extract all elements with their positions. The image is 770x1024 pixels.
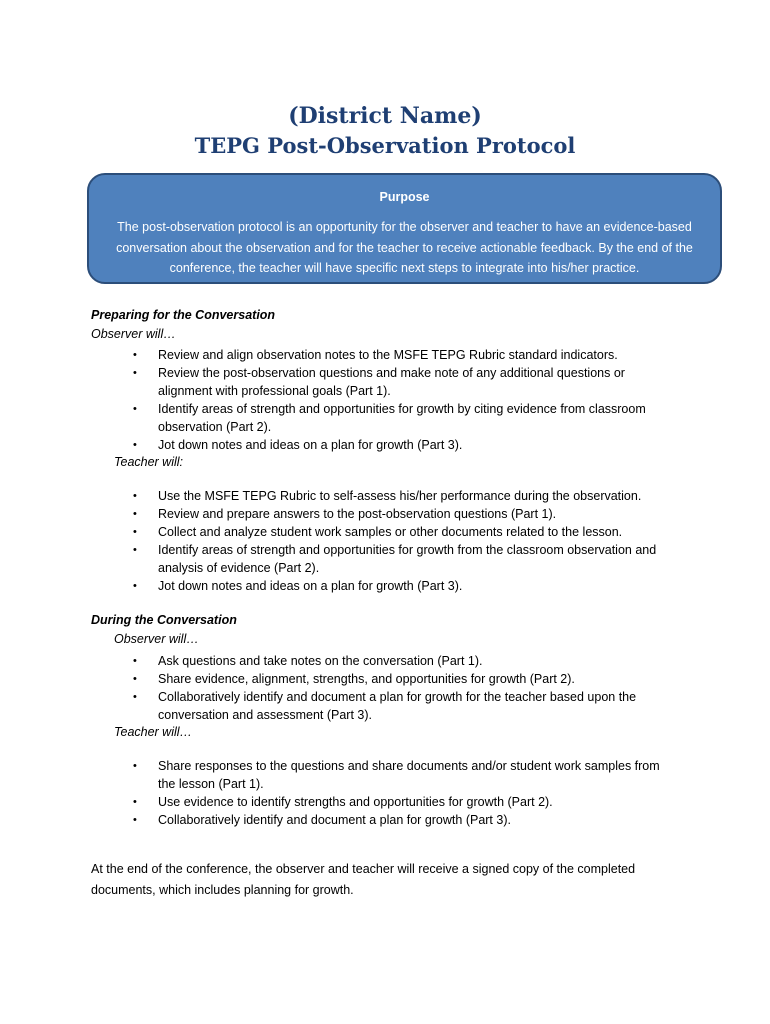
purpose-text: The post-observation protocol is an opportunity for the observer and teacher to have an evidence-based conversation about the observation and for the teacher to receive actionable feedback. By the end of the conference, the teacher will have specific next steps to integrate into his/her practice. <box>116 220 693 275</box>
bullet-icon: • <box>133 690 137 703</box>
list-item-text: Collaboratively identify and document a plan for growth for the teacher based upon the <box>158 689 637 704</box>
list-item-text: Share evidence, alignment, strengths, and opportunities for growth (Part 2). <box>158 671 575 686</box>
during-teacher-label: Teacher will… <box>114 725 193 739</box>
list-item-text: Review and prepare answers to the post-observation questions (Part 1). <box>158 506 557 521</box>
during-heading: During the Conversation <box>91 613 237 627</box>
list-item-text: Review and align observation notes to the MSFE TEPG Rubric standard indicators. <box>158 348 618 362</box>
bullet-icon: • <box>133 579 137 592</box>
bullet-icon: • <box>133 543 137 556</box>
purpose-box <box>87 173 722 284</box>
preparing-teacher-label: Teacher will: <box>114 455 184 469</box>
bullet-icon: • <box>133 760 137 772</box>
bullet-icon: • <box>133 525 137 538</box>
list-item-text: Identify areas of strength and opportunities for growth by citing evidence from classroom <box>158 401 646 416</box>
purpose-title: Purpose <box>379 190 430 204</box>
bullet-icon: • <box>133 438 137 451</box>
list-item-text: Jot down notes and ideas on a plan for growth (Part 3). <box>158 578 463 593</box>
list-item-text: Collect and analyze student work samples or other documents related to the lesson. <box>158 524 623 539</box>
bullet-icon: • <box>133 672 137 685</box>
preparing-heading: Preparing for the Conversation <box>91 308 276 322</box>
list-item-text: alignment with professional goals (Part 1). <box>158 383 391 398</box>
document-title: TEPG Post-Observation Protocol <box>194 133 576 158</box>
list-item-text: observation (Part 2). <box>158 419 272 434</box>
bullet-icon: • <box>133 813 137 826</box>
list-item-text: Use evidence to identify strengths and opportunities for growth (Part 2). <box>158 794 553 809</box>
list-item-text: analysis of evidence (Part 2). <box>158 560 320 575</box>
closing-paragraph: At the end of the conference, the observer and teacher will receive a signed copy of the completed documents, which includes planning for growth. <box>91 862 636 897</box>
list-item-text: Collaboratively identify and document a plan for growth (Part 3). <box>158 812 511 827</box>
preparing-observer-label: Observer will… <box>91 327 176 341</box>
list-item-text: Use the MSFE TEPG Rubric to self-assess his/her performance during the observation. <box>158 489 642 503</box>
list-item-text: Identify areas of strength and opportunities for growth from the classroom observation and <box>158 542 657 557</box>
bullet-icon: • <box>133 507 137 520</box>
during-observer-label: Observer will… <box>114 632 199 646</box>
document-header <box>0 101 770 161</box>
bullet-icon: • <box>133 490 137 502</box>
list-item-text: Jot down notes and ideas on a plan for growth (Part 3). <box>158 437 463 452</box>
bullet-icon: • <box>133 349 137 361</box>
list-item-text: Share responses to the questions and share documents and/or student work samples from <box>158 759 660 773</box>
bullet-icon: • <box>133 795 137 808</box>
list-item-text: Ask questions and take notes on the conversation (Part 1). <box>158 654 483 668</box>
list-item-text: the lesson (Part 1). <box>158 776 264 791</box>
district-name: (District Name) <box>288 103 482 129</box>
list-item-text: conversation and assessment (Part 3). <box>158 707 372 722</box>
bullet-icon: • <box>133 655 137 667</box>
bullet-icon: • <box>133 402 137 415</box>
list-item-text: Review the post-observation questions and make note of any additional questions or <box>158 365 625 380</box>
bullet-icon: • <box>133 366 137 379</box>
